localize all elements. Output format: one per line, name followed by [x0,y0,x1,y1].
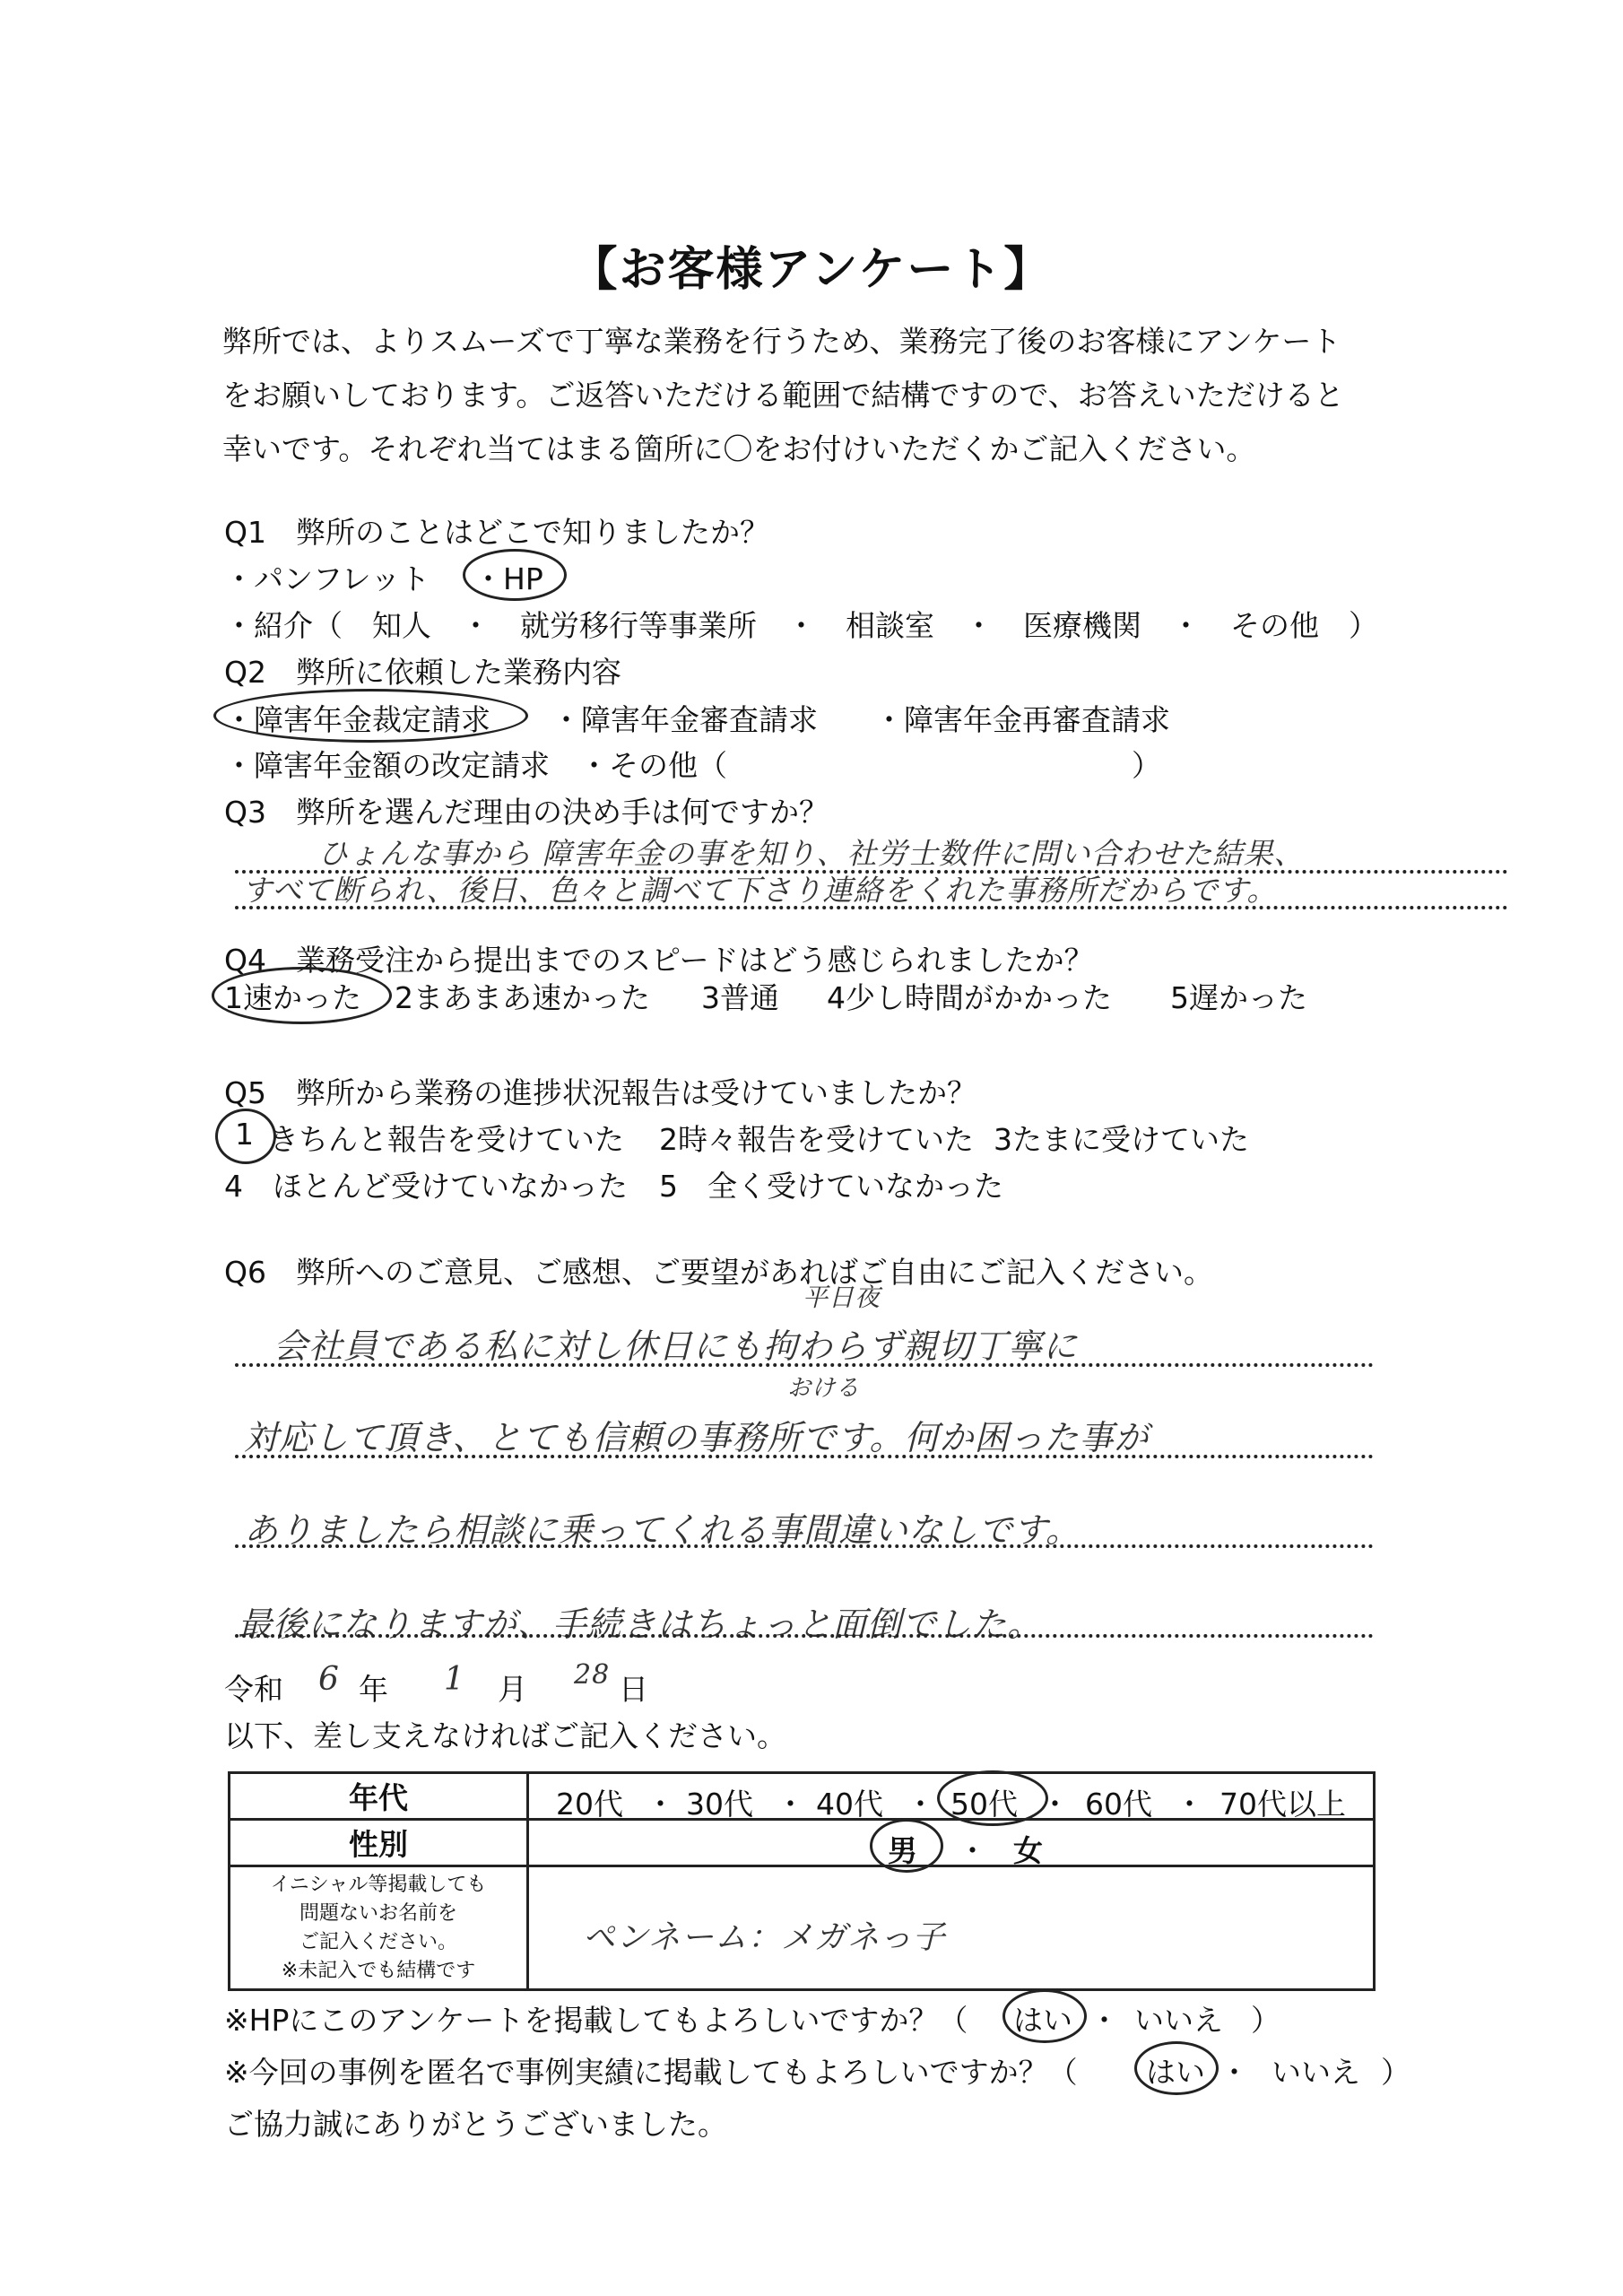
age-70s-plus[interactable]: 70代以上 [1219,1787,1346,1822]
q1-option-hp[interactable]: ・HP [473,561,543,596]
age-options [528,1773,1375,1820]
age-30s[interactable]: 30代 [686,1787,753,1822]
q4-option-a-bit-slow[interactable]: 4少し時間がかかった [827,980,1112,1015]
date-day-unit: 日 [619,1672,648,1707]
intro-line-3: 幸いです。それぞれ当てはまる箇所に〇をお付けいただくかご記入ください。 [222,431,1256,466]
age-50s-circle-mark [937,1770,1048,1826]
age-row [230,1773,1375,1820]
q4-option-fast[interactable]: 1速かった [224,980,361,1015]
q6-answer-line-1: 会社員である私に対し休日にも拘わらず親切丁寧に [273,1326,1079,1366]
q6-dotted-line-2 [235,1455,1374,1458]
name-label-line-1: イニシャル等掲載しても [270,1873,487,1896]
q6-insert-okeru: おける [787,1375,861,1402]
q5-option-1-number[interactable]: 1 [235,1117,254,1152]
q3-question: Q3 弊所を選んだ理由の決め手は何ですか？ [224,795,829,830]
gender-male[interactable]: 男 [888,1833,917,1868]
q6-dotted-line-1 [235,1363,1374,1367]
name-label-line-3: ご記入ください。 [299,1930,457,1953]
q5-option-hardly-reported[interactable]: 4 ほとんど受けていなかった [224,1169,628,1204]
q2-option-revision-other[interactable]: ・障害年金額の改定請求 ・その他（ [224,748,727,783]
gender-female[interactable]: 女 [1013,1833,1043,1868]
q2-option-re-review-request[interactable]: ・障害年金再審査請求 [874,702,1170,737]
gender-male-circle-mark [870,1819,943,1873]
q6-insert-weekday-night: 平日夜 [803,1283,881,1312]
date-year-value[interactable]: 6 [318,1661,340,1698]
age-separator-1: ・ [646,1787,675,1822]
gender-label: 性別 [230,1820,528,1866]
date-day-value[interactable]: 28 [574,1659,611,1691]
age-separator-2: ・ [776,1787,805,1822]
q3-answer-line-2: すべて断られ、後日、色々と調べて下さり連絡をくれた事務所だからです。 [242,873,1278,908]
case-publish-separator: ・ [1219,2055,1249,2090]
case-publish-yes[interactable]: はい [1146,2055,1205,2090]
age-60s[interactable]: 60代 [1085,1787,1152,1822]
q6-answer-line-3: ありましたら相談に乗ってくれる事間違いなしです。 [244,1510,1081,1550]
q1-question: Q1 弊所のことはどこで知りましたか？ [224,515,769,550]
q1-option-pamphlet[interactable]: ・パンフレット [224,561,430,596]
q6-answer-line-2: 対応して頂き、とても信頼の事務所です。何か困った事が [244,1418,1150,1457]
q2-option-review-request[interactable]: ・障害年金審査請求 [551,702,818,737]
q2-question: Q2 弊所に依頼した業務内容 [224,655,621,690]
date-year-unit: 年 [359,1672,388,1707]
age-label: 年代 [230,1773,528,1820]
q2-initial-claim-circle-mark [213,689,528,743]
age-40s[interactable]: 40代 [816,1787,883,1822]
name-label [230,1866,528,1990]
intro-line-2: をお願いしております。ご返答いただける範囲で結構ですので、お答えいただけると [222,378,1344,413]
q4-option-fairly-fast[interactable]: 2まあまあ速かった [395,980,650,1015]
q1-option-referral[interactable]: ・紹介（ 知人 ・ 就労移行等事業所 ・ 相談室 ・ 医療機関 ・ その他 ） [224,608,1378,643]
q4-option-normal[interactable]: 3普通 [701,980,779,1015]
q4-question: Q4 業務受注から提出までのスピードはどう感じられましたか？ [224,943,1094,978]
age-20s[interactable]: 20代 [556,1787,623,1822]
hp-publish-yes[interactable]: はい [1013,2003,1072,2038]
q2-option-initial-claim[interactable]: ・障害年金裁定請求 [224,702,490,737]
page-title: 【お客様アンケート】 [570,243,1053,297]
hp-publish-close: ） [1251,2003,1280,2038]
case-publish-no[interactable]: いいえ [1271,2055,1360,2090]
q3-answer-line-1: ひょんな事から 障害年金の事を知り、社労士数件に問い合わせた結果、 [318,836,1305,871]
thanks-message: ご協力誠にありがとうございました。 [224,2107,727,2142]
gender-row [230,1820,1375,1866]
q6-question: Q6 弊所へのご意見、ご感想、ご要望があればご自由にご記入ください。 [224,1255,1213,1290]
case-publish-close: ） [1381,2055,1410,2090]
name-value-cell[interactable] [528,1866,1375,1990]
case-publish-question: ※今回の事例を匿名で事例実績に掲載してもよろしいですか？（ [224,2055,1078,2090]
q4-fast-circle-mark [212,967,392,1024]
case-publish-yes-circle-mark [1134,2041,1219,2095]
q4-option-slow[interactable]: 5遅かった [1170,980,1307,1015]
gender-separator: ・ [958,1833,987,1868]
hp-publish-yes-circle-mark [1002,1989,1087,2043]
q5-question: Q5 弊所から業務の進捗状況報告は受けていましたか？ [224,1075,976,1110]
date-month-value[interactable]: 1 [444,1661,465,1698]
q5-option-not-reported[interactable]: 5 全く受けていなかった [659,1169,1003,1204]
hp-publish-no[interactable]: いいえ [1134,2003,1223,2038]
q6-dotted-line-4 [235,1634,1374,1638]
gender-options [528,1820,1375,1866]
q5-option-properly-reported[interactable]: きちんと報告を受けていた [269,1122,624,1157]
age-separator-3: ・ [906,1787,935,1822]
age-50s[interactable]: 50代 [950,1787,1018,1822]
date-month-unit: 月 [498,1672,527,1707]
name-row [230,1866,1375,1990]
q6-dotted-line-3 [235,1544,1374,1548]
hp-publish-separator: ・ [1089,2003,1119,2038]
q5-option-sometimes-reported[interactable]: 2時々報告を受けていた [659,1122,974,1157]
info-table [228,1771,1376,1991]
q5-option-1-circle-mark [215,1109,276,1164]
q2-option-other-close: ） [1132,748,1161,783]
age-separator-4: ・ [1040,1787,1070,1822]
hp-publish-question: ※HPにこのアンケートを掲載してもよろしいですか？（ [224,2003,968,2038]
name-label-line-4: ※未記入でも結構です [281,1959,476,1982]
q1-hp-circle-mark [463,549,567,601]
name-label-line-2: 問題ないお名前を [299,1901,457,1925]
name-value: ペンネーム：メガネっ子 [583,1919,946,1956]
q5-option-rarely-reported[interactable]: 3たまに受けていた [994,1122,1249,1157]
date-era: 令和 [224,1672,283,1707]
optional-note: 以下、差し支えなければご記入ください。 [224,1718,786,1753]
age-separator-5: ・ [1175,1787,1204,1822]
q3-answer-dotted-line-2 [235,906,1508,909]
q6-answer-line-4: 最後になりますが、手続きはちょっと面倒でした。 [238,1605,1043,1644]
intro-line-1: 弊所では、よりスムーズで丁寧な業務を行うため、業務完了後のお客様にアンケート [222,324,1341,359]
